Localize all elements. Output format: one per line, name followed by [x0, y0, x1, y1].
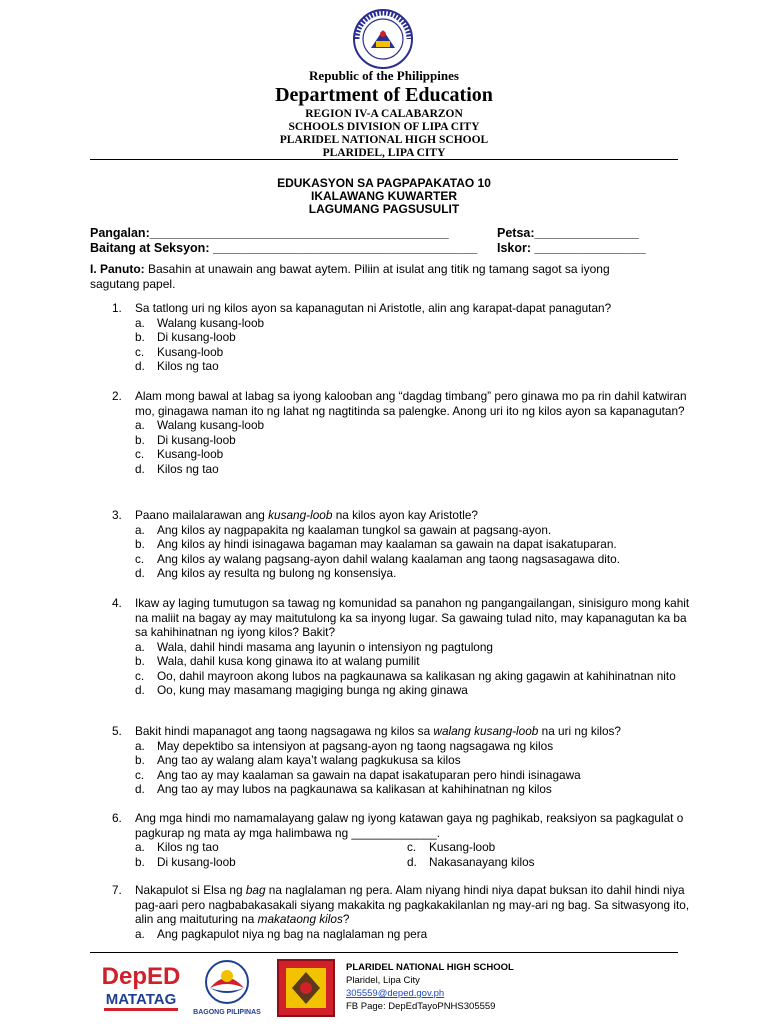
- question-number: 6.: [112, 811, 122, 825]
- question-number: 7.: [112, 883, 122, 897]
- question-5: [90, 724, 690, 797]
- score-field[interactable]: Iskor: ________________: [497, 241, 646, 255]
- question-stem: Ikaw ay laging tumutugon sa tawag ng komunidad sa panahon ng pangangailangan, sinisiguro mong kahit na maliit na bagay ay may maitutulong ka sa inyong lugar. Sa gawaing tulad nito, may kapanagutan ka ba sa kahihinatnan ng iyong kilos? Bakit?: [135, 596, 690, 639]
- option-d[interactable]: d. Kilos ng tao: [135, 359, 219, 373]
- question-7: [90, 883, 690, 941]
- option-d[interactable]: d. Oo, kung may masamang magiging bunga ng aking ginawa: [135, 683, 468, 697]
- quarter-title: IKALAWANG KUWARTER: [311, 189, 457, 203]
- question-2: [90, 389, 690, 476]
- address-heading: PLARIDEL, LIPA CITY: [322, 147, 446, 159]
- option-b[interactable]: b. Ang tao ay walang alam kaya’t walang pagkukusa sa kilos: [135, 753, 461, 767]
- option-a[interactable]: a. Ang kilos ay nagpapakita ng kaalaman tungkol sa gawain at pagsang-ayon.: [135, 522, 552, 537]
- question-number: 4.: [112, 596, 122, 610]
- option-a[interactable]: a. Walang kusang-loob: [135, 418, 265, 432]
- footer-email-link[interactable]: 305559@deped.gov.ph: [346, 988, 445, 999]
- footer-fb-page: FB Page: DepEdTayoPNHS305559: [346, 1001, 496, 1012]
- exam-title: LAGUMANG PAGSUSULIT: [308, 202, 460, 216]
- footer-address: Plaridel, Lipa City: [346, 975, 420, 986]
- question-number: 1.: [112, 301, 122, 315]
- question-number: 5.: [112, 724, 122, 738]
- region-heading: REGION IV-A CALABARZON: [305, 108, 463, 120]
- option-b[interactable]: b. Di kusang-loob: [135, 330, 236, 344]
- option-c[interactable]: c. Ang kilos ay walang pagsang-ayon dahil walang kaalaman ang taong nagsasagawa dito.: [135, 551, 621, 566]
- question-number: 2.: [112, 389, 122, 403]
- question-number: 3.: [112, 508, 122, 522]
- option-a[interactable]: a. Walang kusang-loob: [135, 315, 265, 330]
- option-b[interactable]: b. Ang kilos ay hindi isinagawa bagaman may kaalaman sa gawain na dapat isakatuparan.: [135, 537, 617, 551]
- instructions-label: I. Panuto:: [90, 262, 145, 276]
- department-heading: Department of Education: [275, 84, 493, 106]
- option-b[interactable]: b. Wala, dahil kusa kong ginawa ito at walang pumilit: [135, 654, 420, 668]
- option-a[interactable]: a. Ang pagkapulot niya ng bag na naglalaman ng pera: [135, 926, 428, 941]
- svg-text:MATATAG: MATATAG: [105, 991, 177, 1008]
- option-c[interactable]: c. Kusang-loob: [407, 840, 496, 854]
- question-stem: Sa tatlong uri ng kilos ayon sa kapanagutan ni Aristotle, alin ang karapat-dapat panagutan?: [135, 301, 612, 315]
- bagong-pilipinas-logo: [192, 958, 262, 1018]
- question-1: [90, 301, 690, 374]
- school-seal-icon: [276, 958, 336, 1018]
- option-a[interactable]: a. May depektibo sa intensiyon at pagsang-ayon ng taong nagsagawa ng kilos: [135, 738, 554, 753]
- option-c[interactable]: c. Kusang-loob: [135, 344, 224, 359]
- option-d[interactable]: d. Ang kilos ay resulta ng bulong ng konsensiya.: [135, 566, 397, 580]
- question-stem: Bakit hindi mapanagot ang taong nagsagawa ng kilos sa walang kusang-loob na uri ng kilos?: [135, 724, 621, 738]
- header-divider: [90, 159, 678, 160]
- deped-seal-icon: [343, 8, 423, 70]
- section-field[interactable]: Baitang at Seksyon: ______________________________________: [90, 241, 478, 255]
- svg-text:DepED: DepED: [101, 963, 181, 990]
- instructions-text: Basahin at unawain ang bawat aytem. Piliin at isulat ang titik ng tamang sagot sa iyong sagutang papel.: [90, 262, 610, 291]
- deped-matatag-logo: [100, 958, 182, 1016]
- option-b[interactable]: b. Di kusang-loob: [135, 432, 236, 447]
- name-field[interactable]: Pangalan:___________________________________________: [90, 226, 449, 240]
- question-stem: Ang mga hindi mo namamalayang galaw ng iyong katawan gaya ng paghikab, reaksiyon sa pagkagulat o pagkurap ng mata ay mga halimbawa ng _____________.: [135, 811, 684, 840]
- option-b[interactable]: b. Di kusang-loob: [135, 854, 236, 869]
- option-a[interactable]: a. Kilos ng tao: [135, 840, 219, 854]
- date-field[interactable]: Petsa:_______________: [497, 226, 639, 240]
- question-stem: Nakapulot si Elsa ng bag na naglalaman ng pera. Alam niyang hindi niya dapat buksan ito dahil hindi niya pag-aari pero nagbabakasakali siyang makakita ng pagkakakilanlan ng may-ari ng bag. Sa sitwasyong ito, alin ang maituturing na makataong kilos?: [135, 883, 690, 926]
- republic-heading: Republic of the Philippines: [309, 68, 459, 83]
- svg-text:BAGONG PILIPINAS: BAGONG PILIPINAS: [193, 1009, 261, 1016]
- division-heading: SCHOOLS DIVISION OF LIPA CITY: [288, 121, 480, 133]
- option-c[interactable]: c. Ang tao ay may kaalaman sa gawain na dapat isakatuparan pero hindi isinagawa: [135, 767, 581, 782]
- question-4: [90, 596, 690, 698]
- option-c[interactable]: c. Kusang-loob: [135, 447, 224, 461]
- question-stem: Paano mailalarawan ang kusang-loob na kilos ayon kay Aristotle?: [135, 508, 478, 522]
- footer-info: [346, 961, 514, 1013]
- option-a[interactable]: a. Wala, dahil hindi masama ang layunin o intensiyon ng pagtulong: [135, 639, 493, 654]
- question-3: [90, 508, 690, 581]
- option-d[interactable]: d. Kilos ng tao: [135, 461, 219, 476]
- option-c[interactable]: c. Oo, dahil mayroon akong lubos na pagkaunawa sa kalikasan ng aking gagawin at kahihinatnan nito: [135, 668, 676, 683]
- school-heading: PLARIDEL NATIONAL HIGH SCHOOL: [279, 134, 489, 146]
- footer-divider: [90, 952, 678, 953]
- instructions: [90, 262, 660, 292]
- question-stem: Alam mong bawal at labag sa iyong kalooban ang “dagdag timbang” pero ginawa mo pa rin dahil katwiran mo, ginagawa naman ito ng lahat ng nagtitinda sa palengke. Anong uri ito ng kilos ayon sa kapanagutan?: [135, 389, 687, 418]
- option-d[interactable]: d. Ang tao ay may lubos na pagkaunawa sa kalikasan at kahihinatnan ng kilos: [135, 782, 552, 796]
- option-d[interactable]: d. Nakasanayang kilos: [407, 854, 535, 869]
- question-6: [90, 811, 690, 869]
- subject-title: EDUKASYON SA PAGPAPAKATAO 10: [277, 176, 491, 190]
- footer-school-name: PLARIDEL NATIONAL HIGH SCHOOL: [346, 962, 514, 973]
